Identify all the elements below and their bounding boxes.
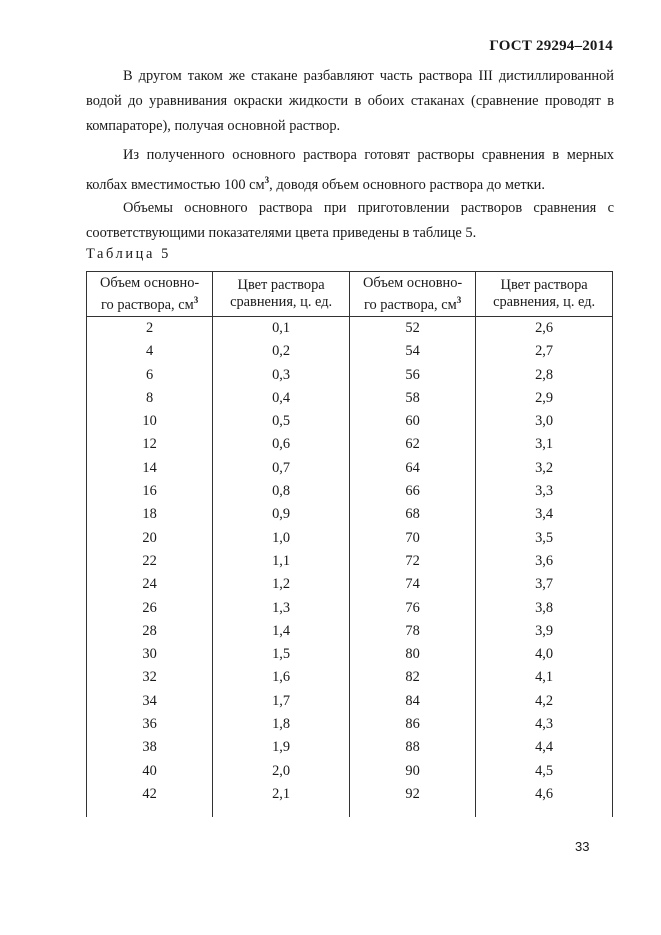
- cell-volume-2: 92: [349, 783, 475, 817]
- cell-volume-1: 4: [87, 340, 213, 363]
- cell-volume-2: 72: [349, 550, 475, 573]
- cell-volume-2: 78: [349, 620, 475, 643]
- table-row: [87, 457, 613, 480]
- header-volume-1-line2: го раствора, см: [100, 296, 194, 313]
- cell-volume-1: 36: [87, 713, 213, 736]
- paragraph-table-reference: [86, 196, 614, 246]
- table-row: [87, 759, 613, 782]
- cell-color-1: 1,2: [213, 573, 350, 596]
- table-row: [87, 503, 613, 526]
- header-volume-2-line1: Объем основно-: [362, 275, 463, 291]
- header-color-2-line2: сравнения, ц. ед.: [493, 294, 596, 311]
- cell-color-1: 2,0: [213, 759, 350, 782]
- cell-color-1: 1,3: [213, 596, 350, 619]
- cell-color-2: 3,3: [476, 480, 613, 503]
- cell-color-2: 4,3: [476, 713, 613, 736]
- cell-color-2: 3,5: [476, 526, 613, 549]
- cell-color-2: 2,9: [476, 387, 613, 410]
- cell-color-1: 1,9: [213, 736, 350, 759]
- cell-color-1: 0,9: [213, 503, 350, 526]
- table-row: [87, 573, 613, 596]
- cell-color-1: 0,5: [213, 410, 350, 433]
- cell-color-2: 3,8: [476, 596, 613, 619]
- cell-volume-1: 22: [87, 550, 213, 573]
- table-row: [87, 713, 613, 736]
- table-row: [87, 316, 613, 340]
- cell-volume-2: 66: [349, 480, 475, 503]
- cell-color-2: 3,9: [476, 620, 613, 643]
- header-color-1-line1: Цвет раствора: [237, 277, 325, 294]
- header-color-2: [476, 272, 613, 317]
- cell-color-2: 4,6: [476, 783, 613, 817]
- cell-volume-1: 2: [87, 316, 213, 340]
- cell-color-2: 3,7: [476, 573, 613, 596]
- paragraph-table-reference-text: Объемы основного раствора при приготовлении растворов сравнения с соответствующими показателями цвета приведены в таблице 5.: [86, 200, 614, 241]
- table-row: [87, 387, 613, 410]
- cell-volume-2: 60: [349, 410, 475, 433]
- table-title: Таблица 5: [86, 246, 171, 262]
- header-color-2-line1: Цвет раствора: [500, 277, 588, 294]
- cell-volume-2: 56: [349, 363, 475, 386]
- table-row: [87, 783, 613, 817]
- cell-volume-1: 6: [87, 363, 213, 386]
- table-row: [87, 666, 613, 689]
- cell-color-2: 3,1: [476, 433, 613, 456]
- table-row: [87, 480, 613, 503]
- cell-color-1: 1,5: [213, 643, 350, 666]
- cell-volume-1: 18: [87, 503, 213, 526]
- cell-volume-2: 82: [349, 666, 475, 689]
- table-row: [87, 410, 613, 433]
- paragraph-dilution-text: В другом таком же стакане разбавляют часть раствора III дистиллированной водой до уравнивания окраски жидкости в обоих стаканах (сравнение проводят в компараторе), получая основной раствор.: [86, 68, 614, 134]
- header-color-1-line2: сравнения, ц. ед.: [230, 294, 333, 311]
- paragraph-comparison-solutions: [86, 143, 614, 198]
- cell-volume-1: 26: [87, 596, 213, 619]
- table-row: [87, 526, 613, 549]
- table-row: [87, 736, 613, 759]
- table-row: [87, 620, 613, 643]
- cell-volume-2: 90: [349, 759, 475, 782]
- cell-color-1: 0,3: [213, 363, 350, 386]
- cell-color-2: 3,0: [476, 410, 613, 433]
- cell-color-1: 1,0: [213, 526, 350, 549]
- cell-volume-2: 86: [349, 713, 475, 736]
- header-volume-1-line1: Объем основно-: [100, 275, 200, 291]
- page-number: 33: [575, 839, 590, 854]
- superscript-unit: 3: [264, 175, 270, 185]
- cell-color-1: 0,7: [213, 457, 350, 480]
- header-volume-2-sup: 3: [456, 295, 462, 305]
- cell-volume-1: 34: [87, 690, 213, 713]
- cell-color-2: 2,7: [476, 340, 613, 363]
- cell-color-1: 0,6: [213, 433, 350, 456]
- cell-volume-2: 74: [349, 573, 475, 596]
- cell-volume-1: 28: [87, 620, 213, 643]
- header-volume-1: [87, 272, 213, 317]
- header-volume-1-sup: 3: [193, 295, 199, 305]
- cell-volume-1: 8: [87, 387, 213, 410]
- cell-volume-1: 30: [87, 643, 213, 666]
- cell-color-2: 3,2: [476, 457, 613, 480]
- document-header: ГОСТ 29294–2014: [489, 38, 613, 54]
- table-row: [87, 690, 613, 713]
- cell-color-1: 2,1: [213, 783, 350, 817]
- header-color-1: [213, 272, 350, 317]
- cell-volume-1: 32: [87, 666, 213, 689]
- table-row: [87, 433, 613, 456]
- table-row: [87, 363, 613, 386]
- cell-color-2: 4,4: [476, 736, 613, 759]
- cell-volume-1: 40: [87, 759, 213, 782]
- cell-color-2: 4,0: [476, 643, 613, 666]
- cell-color-1: 1,7: [213, 690, 350, 713]
- data-table: [86, 271, 613, 817]
- cell-volume-2: 52: [349, 316, 475, 340]
- cell-volume-1: 10: [87, 410, 213, 433]
- cell-volume-1: 14: [87, 457, 213, 480]
- cell-volume-2: 88: [349, 736, 475, 759]
- cell-color-2: 4,2: [476, 690, 613, 713]
- cell-color-1: 1,8: [213, 713, 350, 736]
- cell-volume-1: 16: [87, 480, 213, 503]
- cell-volume-2: 68: [349, 503, 475, 526]
- table-row: [87, 340, 613, 363]
- paragraph-text-end: , доводя объем основного раствора до метки.: [269, 176, 545, 193]
- cell-color-2: 4,5: [476, 759, 613, 782]
- cell-color-1: 0,8: [213, 480, 350, 503]
- cell-volume-2: 80: [349, 643, 475, 666]
- cell-volume-2: 64: [349, 457, 475, 480]
- table-row: [87, 643, 613, 666]
- paragraph-text-start: Из полученного основного раствора готовят растворы сравнения в мерных колбах вместимостью 100 см: [86, 147, 614, 193]
- cell-volume-2: 58: [349, 387, 475, 410]
- cell-volume-1: 24: [87, 573, 213, 596]
- cell-color-1: 1,6: [213, 666, 350, 689]
- cell-color-1: 0,2: [213, 340, 350, 363]
- cell-volume-1: 12: [87, 433, 213, 456]
- table-header-row: [87, 272, 613, 317]
- table-body: [87, 316, 613, 816]
- table-row: [87, 550, 613, 573]
- cell-volume-2: 62: [349, 433, 475, 456]
- cell-color-2: 2,8: [476, 363, 613, 386]
- paragraph-dilution: [86, 64, 614, 139]
- cell-color-2: 3,6: [476, 550, 613, 573]
- cell-volume-2: 84: [349, 690, 475, 713]
- cell-color-1: 1,4: [213, 620, 350, 643]
- cell-volume-1: 38: [87, 736, 213, 759]
- cell-volume-1: 42: [87, 783, 213, 817]
- cell-color-1: 0,4: [213, 387, 350, 410]
- header-volume-2-line2: го раствора, см: [363, 296, 457, 313]
- cell-volume-1: 20: [87, 526, 213, 549]
- table-row: [87, 596, 613, 619]
- header-volume-2: [349, 272, 475, 317]
- cell-color-2: 3,4: [476, 503, 613, 526]
- cell-volume-2: 76: [349, 596, 475, 619]
- cell-volume-2: 54: [349, 340, 475, 363]
- cell-color-2: 4,1: [476, 666, 613, 689]
- cell-color-2: 2,6: [476, 316, 613, 340]
- cell-color-1: 1,1: [213, 550, 350, 573]
- cell-color-1: 0,1: [213, 316, 350, 340]
- cell-volume-2: 70: [349, 526, 475, 549]
